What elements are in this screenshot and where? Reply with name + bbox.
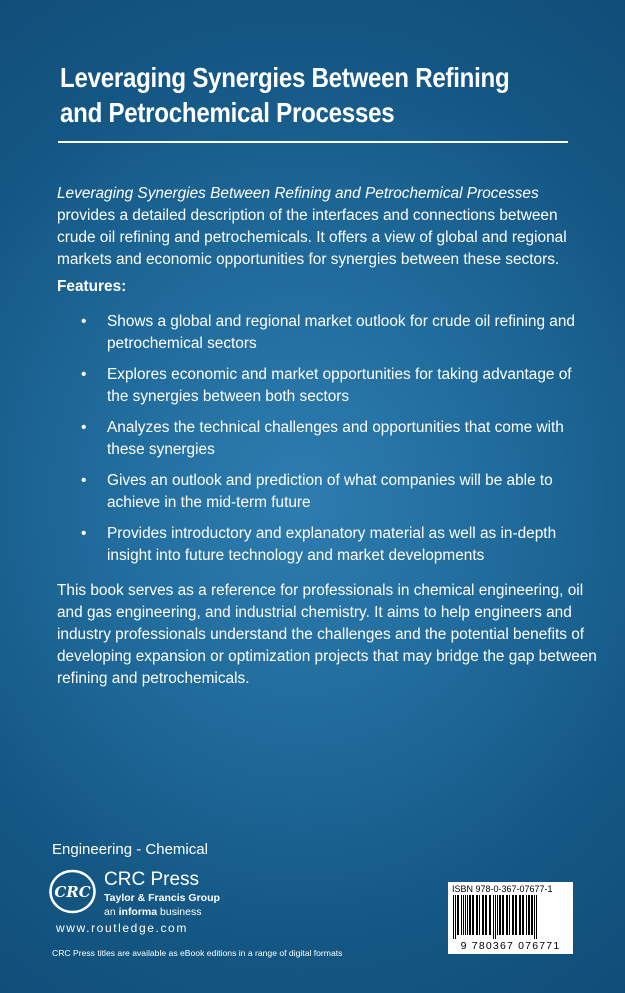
publisher-tagline (104, 905, 220, 919)
barcode (451, 895, 570, 939)
publisher-website[interactable]: www.routledge.com (56, 921, 188, 935)
feature-text: Explores economic and market opportunities for taking advantage of the synergies between both sectors (107, 366, 572, 405)
barcode-bar (506, 895, 508, 935)
tagline-prefix: an (104, 906, 119, 918)
bullet-icon: • (81, 525, 87, 542)
publisher-group: Taylor & Francis Group (104, 892, 220, 904)
barcode-bar (482, 895, 484, 935)
barcode-bar (495, 895, 496, 939)
closing-paragraph: This book serves as a reference for professionals in chemical engineering, oil and gas engineering, and industrial chemistry. It aims to help engineers and industry professionals understand the challenges and the potential benefits of developing expansion or optimization projects that may bridge the gap between refining and petrochemicals. (57, 582, 597, 687)
crc-logo-text: CRC (54, 883, 91, 901)
subject-category: Engineering - Chemical (52, 841, 208, 858)
barcode-bar (469, 895, 471, 935)
barcode-bar (472, 895, 474, 935)
barcode-bar (485, 895, 487, 935)
barcode-bar (528, 895, 530, 935)
barcode-bar (467, 895, 468, 935)
barcode-bar (489, 895, 491, 935)
feature-item (57, 523, 587, 567)
barcode-bar (476, 895, 478, 935)
feature-list (57, 311, 587, 576)
feature-item (57, 470, 587, 514)
title-line-2: and Petrochemical Processes (60, 97, 395, 128)
barcode-bar (526, 895, 527, 935)
barcode-bar (453, 895, 454, 939)
isbn-digits: 9 780367 076771 (460, 940, 561, 952)
barcode-bar (465, 895, 466, 935)
feature-item (57, 311, 587, 355)
barcode-bar (463, 895, 464, 935)
description-text: provides a detailed description of the interfaces and connections between crude oil refining and petrochemicals. It offers a view of global and regional markets and economic opportunities for synergies between these sectors. (57, 207, 567, 268)
bullet-icon: • (81, 313, 87, 330)
barcode-bar (531, 895, 533, 935)
barcode-bar (499, 895, 501, 935)
title-line-1: Leveraging Synergies Between Refining (60, 62, 510, 93)
isbn-barcode-box (448, 882, 573, 954)
description-book-title: Leveraging Synergies Between Refining and Petrochemical Processes (57, 185, 539, 202)
barcode-bar (461, 895, 462, 935)
barcode-bar (479, 895, 480, 935)
tagline-informa: informa (118, 906, 158, 918)
barcode-bar (519, 895, 521, 935)
isbn-label: ISBN 978-0-367-07677-1 (452, 884, 553, 894)
barcode-bar (455, 895, 456, 939)
feature-text: Shows a global and regional market outlook for crude oil refining and petrochemical sectors (107, 313, 575, 352)
publisher-block (104, 869, 220, 919)
feature-text: Provides introductory and explanatory material as well as in-depth insight into future technology and market developments (107, 525, 557, 564)
feature-text: Analyzes the technical challenges and opportunities that come with these synergies (107, 419, 564, 458)
feature-item (57, 417, 587, 461)
bullet-icon: • (81, 366, 87, 383)
barcode-bar (509, 895, 510, 935)
barcode-bar (534, 895, 535, 939)
feature-text: Gives an outlook and prediction of what companies will be able to achieve in the mid-term future (107, 472, 553, 511)
barcode-bar (536, 895, 537, 939)
barcode-bar (522, 895, 524, 935)
bullet-icon: • (81, 472, 87, 489)
barcode-bar (512, 895, 514, 935)
description (57, 183, 587, 271)
publisher-name: CRC Press (104, 869, 200, 890)
tagline-suffix: business (157, 906, 202, 918)
bullet-icon: • (81, 419, 87, 436)
book-title (60, 60, 510, 130)
barcode-bar (497, 895, 498, 935)
features-heading: Features: (57, 278, 127, 295)
barcode-bar (493, 895, 494, 939)
ebook-note: CRC Press titles are available as eBook editions in a range of digital formats (52, 948, 343, 958)
feature-item (57, 364, 587, 408)
crc-press-logo (49, 869, 96, 914)
title-divider (58, 141, 568, 143)
barcode-bar (502, 895, 504, 935)
barcode-bar (515, 895, 517, 935)
barcode-bar (457, 895, 459, 935)
